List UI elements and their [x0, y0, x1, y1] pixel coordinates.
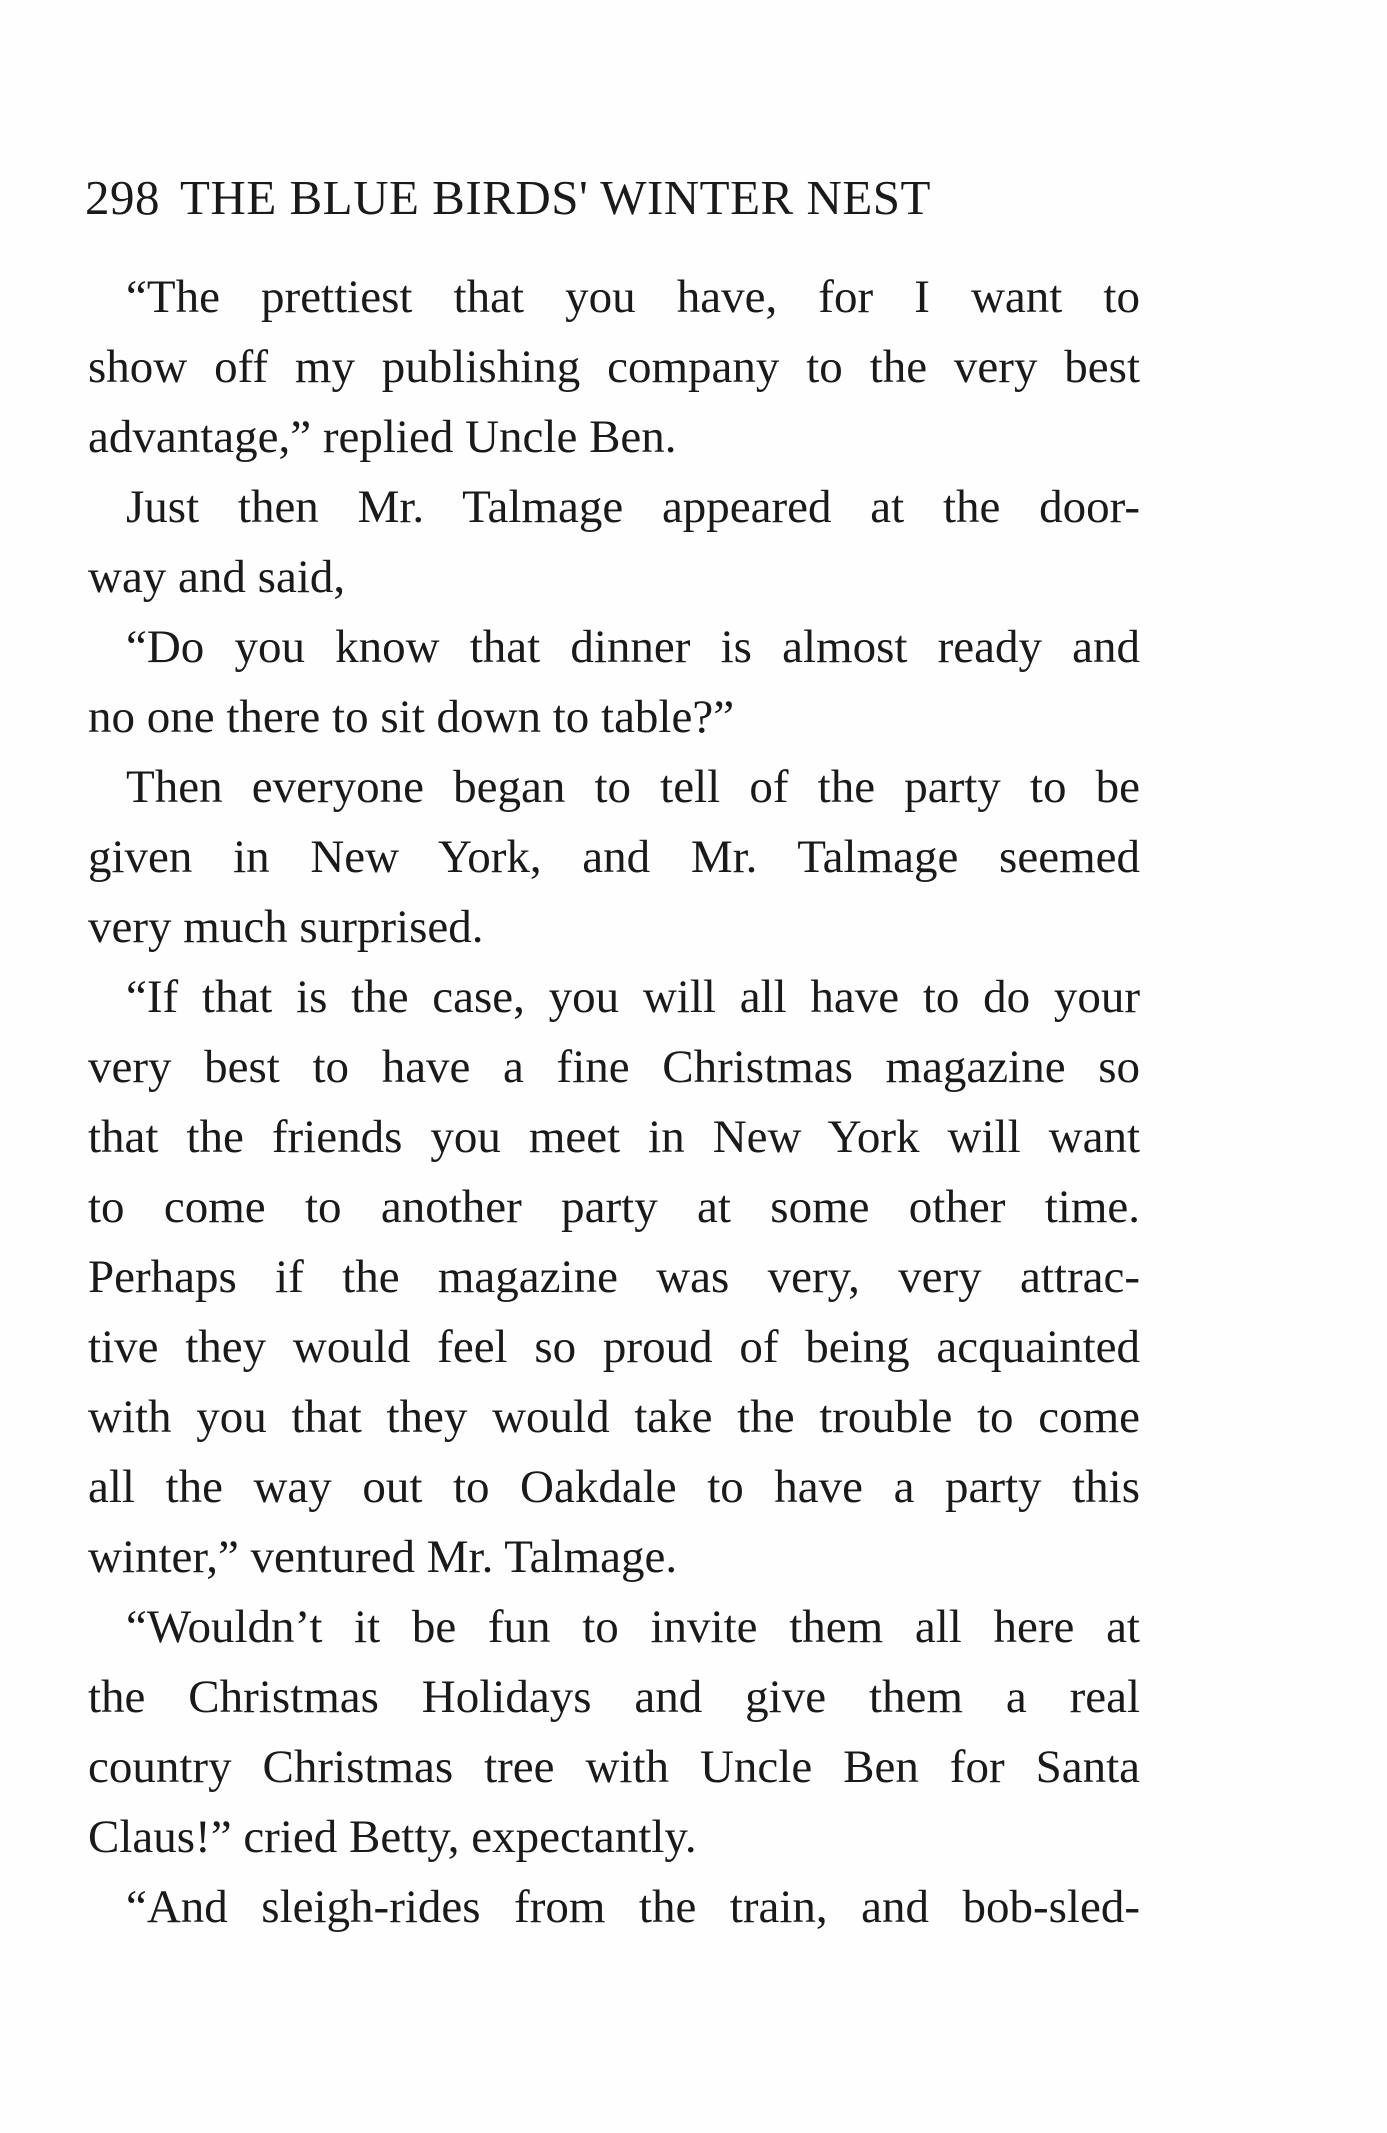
text-line: given in New York, and Mr. Talmage seemed: [88, 831, 1140, 883]
body-text: [88, 262, 1140, 1942]
text-line: show off my publishing company to the very best: [88, 341, 1140, 393]
text-line: all the way out to Oakdale to have a party this: [88, 1461, 1140, 1513]
running-title: THE BLUE BIRDS' WINTER NEST: [180, 170, 931, 225]
running-head: [85, 168, 1145, 228]
text-line: “Do you know that dinner is almost ready and: [126, 621, 1140, 673]
text-line: very much surprised.: [88, 901, 484, 953]
text-line: with you that they would take the trouble to come: [88, 1391, 1140, 1443]
text-line: that the friends you meet in New York will want: [88, 1111, 1140, 1163]
text-line: “If that is the case, you will all have to do your: [126, 971, 1140, 1023]
text-line: “And sleigh-rides from the train, and bob-sled-: [126, 1881, 1140, 1933]
text-line: country Christmas tree with Uncle Ben for Santa: [88, 1741, 1140, 1793]
text-line: tive they would feel so proud of being acquainted: [88, 1321, 1140, 1373]
text-line: Then everyone began to tell of the party to be: [126, 761, 1140, 813]
page-number: 298: [85, 170, 160, 225]
text-line: Just then Mr. Talmage appeared at the door-: [126, 481, 1140, 533]
text-line: no one there to sit down to table?”: [88, 691, 735, 743]
text-line: “Wouldn’t it be fun to invite them all here at: [126, 1601, 1140, 1653]
text-line: to come to another party at some other time.: [88, 1181, 1140, 1233]
text-line: winter,” ventured Mr. Talmage.: [88, 1531, 678, 1583]
text-line: Perhaps if the magazine was very, very attrac-: [88, 1251, 1140, 1303]
text-line: “The prettiest that you have, for I want to: [126, 271, 1140, 323]
text-line: Claus!” cried Betty, expectantly.: [88, 1811, 697, 1863]
text-line: way and said,: [88, 551, 346, 603]
text-line: very best to have a fine Christmas magazine so: [88, 1041, 1140, 1093]
text-line: the Christmas Holidays and give them a real: [88, 1671, 1140, 1723]
text-line: advantage,” replied Uncle Ben.: [88, 411, 677, 463]
